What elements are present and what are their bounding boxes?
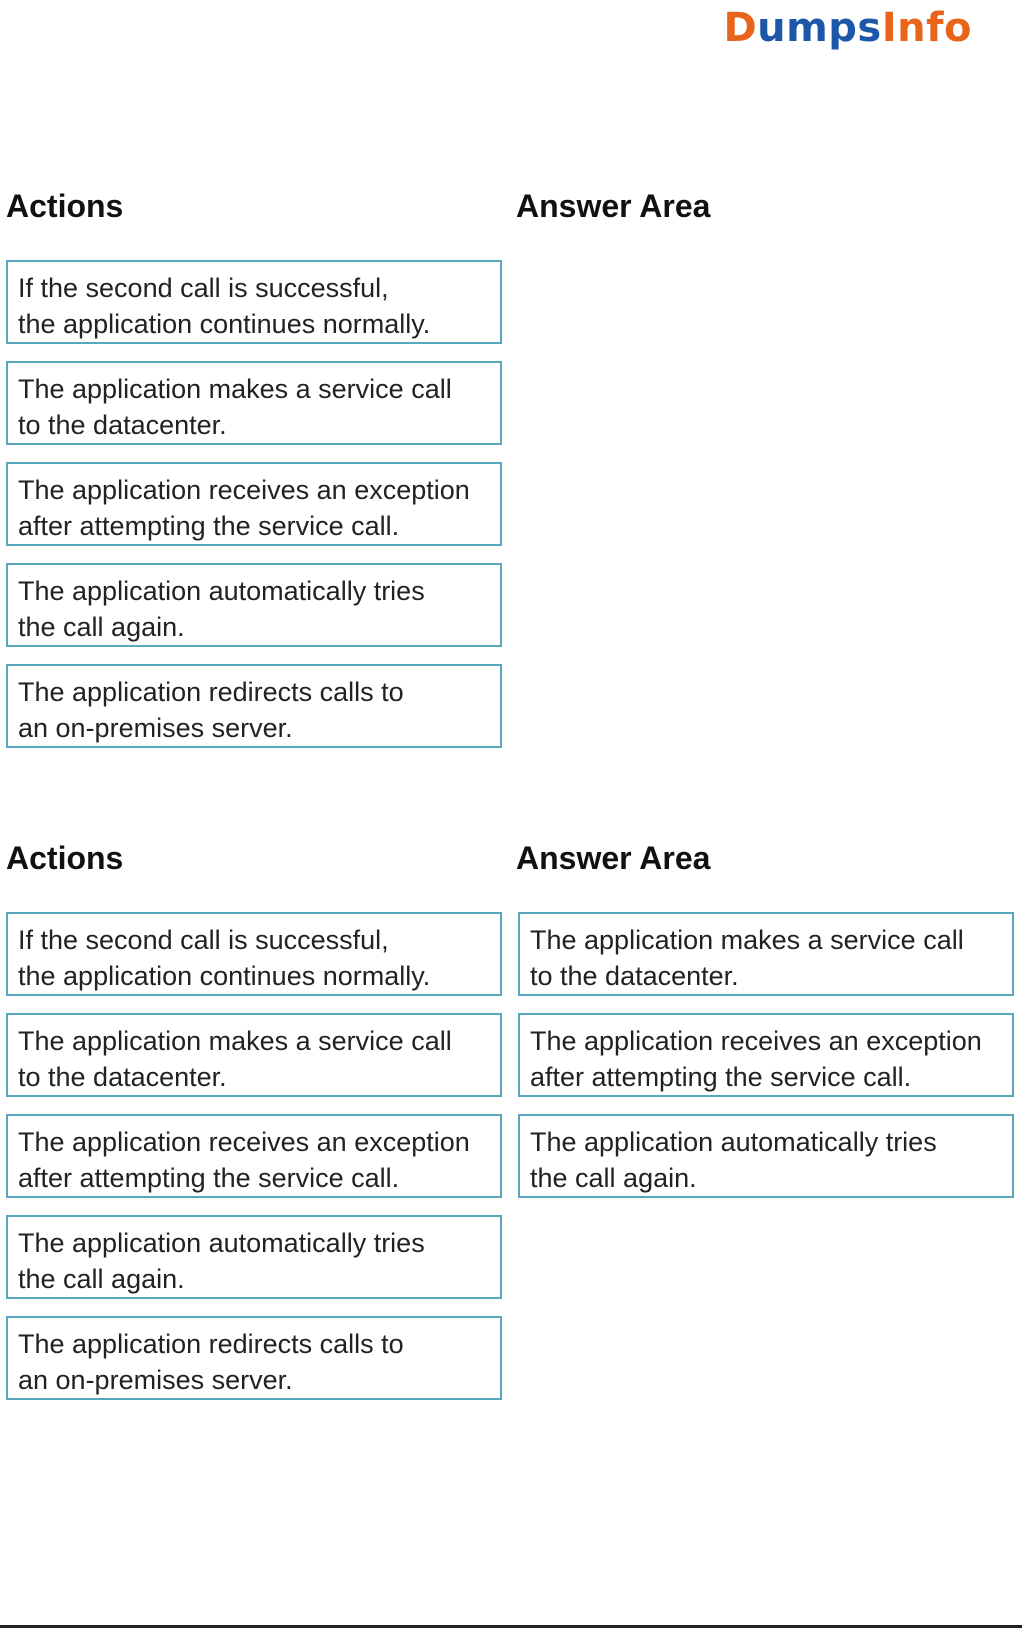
action-item[interactable] [6, 361, 502, 445]
dumpsinfo-logo [723, 5, 972, 51]
logo-letter-d: D [723, 5, 758, 51]
action-item[interactable] [6, 912, 502, 996]
answer-text-line: The application automatically tries [530, 1127, 937, 1157]
action-text-line: The application receives an exception [18, 1127, 470, 1157]
action-text-line: The application automatically tries [18, 1228, 425, 1258]
action-text-line: If the second call is successful, [18, 925, 389, 955]
action-item[interactable] [6, 563, 502, 647]
question-section [0, 180, 1022, 743]
action-text-line: The application receives an exception [18, 475, 470, 505]
action-item[interactable] [6, 1114, 502, 1198]
action-text-line: an on-premises server. [18, 713, 293, 743]
action-text-line: to the datacenter. [18, 1062, 227, 1092]
answer-item[interactable] [518, 912, 1014, 996]
actions-heading: Actions [6, 188, 124, 224]
action-item[interactable] [6, 1316, 502, 1400]
logo-umps: umps [757, 5, 882, 51]
actions-heading: Actions [6, 840, 124, 876]
action-item[interactable] [6, 1215, 502, 1299]
answer-item[interactable] [518, 1114, 1014, 1198]
action-item[interactable] [6, 1013, 502, 1097]
answer-item[interactable] [518, 1013, 1014, 1097]
action-text-line: to the datacenter. [18, 410, 227, 440]
action-text-line: after attempting the service call. [18, 1163, 400, 1193]
answer-text-line: to the datacenter. [530, 961, 739, 991]
action-text-line: The application redirects calls to [18, 1329, 404, 1359]
action-item[interactable] [6, 664, 502, 748]
action-text-line: The application makes a service call [18, 374, 452, 404]
answer-text-line: the call again. [530, 1163, 697, 1193]
logo-info: Info [881, 5, 972, 51]
action-text-line: the application continues normally. [18, 309, 431, 339]
answer-area-heading: Answer Area [516, 840, 711, 876]
action-text-line: The application makes a service call [18, 1026, 452, 1056]
answer-text-line: after attempting the service call. [530, 1062, 912, 1092]
actions-list [6, 912, 502, 1417]
action-text-line: the application continues normally. [18, 961, 431, 991]
action-item[interactable] [6, 462, 502, 546]
action-text-line: The application redirects calls to [18, 677, 404, 707]
actions-list [6, 260, 502, 765]
action-item[interactable] [6, 260, 502, 344]
action-text-line: If the second call is successful, [18, 273, 389, 303]
answer-text-line: The application makes a service call [530, 925, 964, 955]
answer-area-drop-zone[interactable] [518, 912, 1014, 1215]
action-text-line: an on-premises server. [18, 1365, 293, 1395]
answer-text-line: The application receives an exception [530, 1026, 982, 1056]
solution-section [0, 832, 1022, 1395]
action-text-line: The application automatically tries [18, 576, 425, 606]
action-text-line: the call again. [18, 612, 185, 642]
answer-area-heading: Answer Area [516, 188, 711, 224]
action-text-line: after attempting the service call. [18, 511, 400, 541]
action-text-line: the call again. [18, 1264, 185, 1294]
